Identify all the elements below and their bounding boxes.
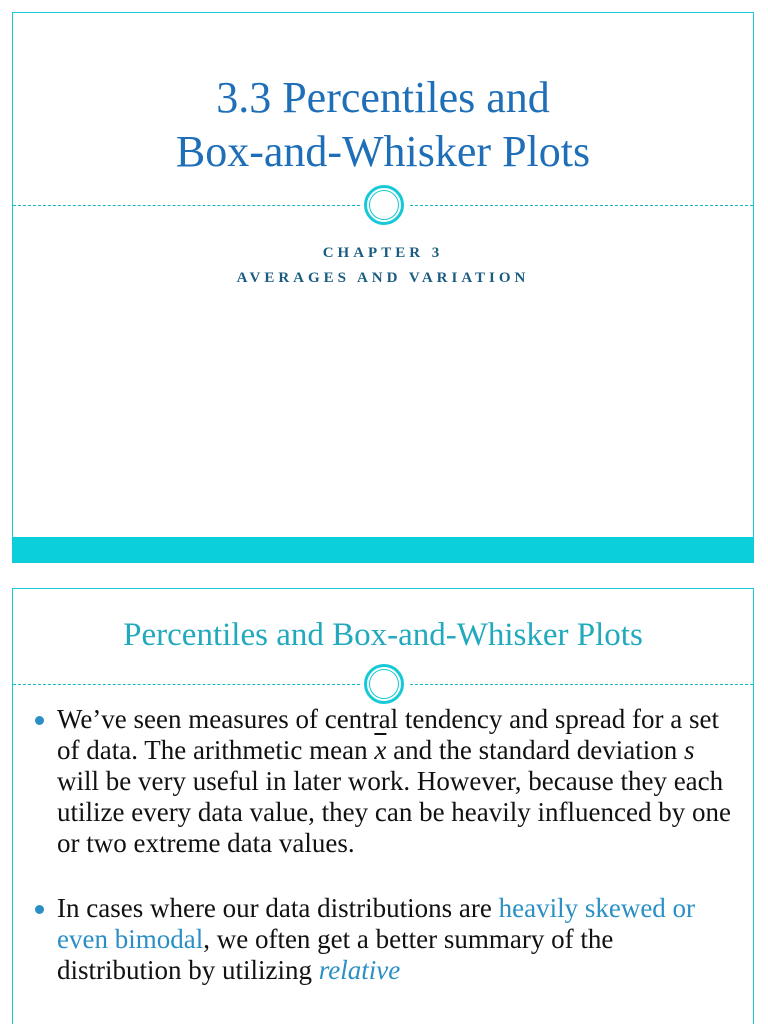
bullet-dot-icon — [35, 905, 44, 914]
bullet2-highlight-italic: relative — [318, 955, 401, 985]
bullet2-highlight: heavily skewed or even bimodal — [57, 893, 696, 954]
accent-band — [13, 537, 753, 562]
bullet-dot-icon — [35, 716, 44, 725]
title-slide — [12, 12, 754, 563]
section-title: Percentiles and Box-and-Whisker Plots — [123, 617, 643, 653]
bullet2-text-2: , we often get a better summary of the distribution by utilizing — [57, 924, 614, 985]
section-divider — [13, 663, 753, 707]
mean-symbol: $\overline{x}$ — [374, 735, 387, 765]
slide-subtitle — [13, 241, 753, 291]
bullet-list — [35, 704, 739, 1020]
bullet1-text-2: and the standard deviation — [386, 735, 685, 765]
slide-title-line-2: Box-and-Whisker Plots — [175, 127, 591, 176]
content-slide — [12, 588, 754, 1024]
ring-icon — [364, 664, 404, 704]
subtitle-chapter: CHAPTER 3 — [322, 245, 444, 261]
bullet2-text-1: In cases where our data distributions are — [57, 893, 499, 923]
bullet-item — [35, 893, 739, 986]
slide-title — [13, 71, 753, 179]
slide-title-line-1: 3.3 Percentiles and — [216, 73, 550, 122]
title-divider — [13, 184, 753, 228]
divider-line-left — [13, 205, 360, 206]
divider-line-right — [410, 684, 753, 685]
divider-line-right — [410, 205, 753, 206]
sd-symbol: s — [684, 735, 695, 765]
bullet1-text-1: We’ve seen measures of central tendency and spread for a set of data. The arithmetic mean — [57, 704, 720, 765]
divider-line-left — [13, 684, 360, 685]
bullet-item — [35, 704, 739, 859]
bullet1-text-3: will be very useful in later work. However, because they each utilize every data value, they can be heavily influenced by one or two extreme data values. — [57, 766, 731, 858]
subtitle-topic: AVERAGES AND VARIATION — [236, 270, 530, 286]
ring-icon — [364, 185, 404, 225]
